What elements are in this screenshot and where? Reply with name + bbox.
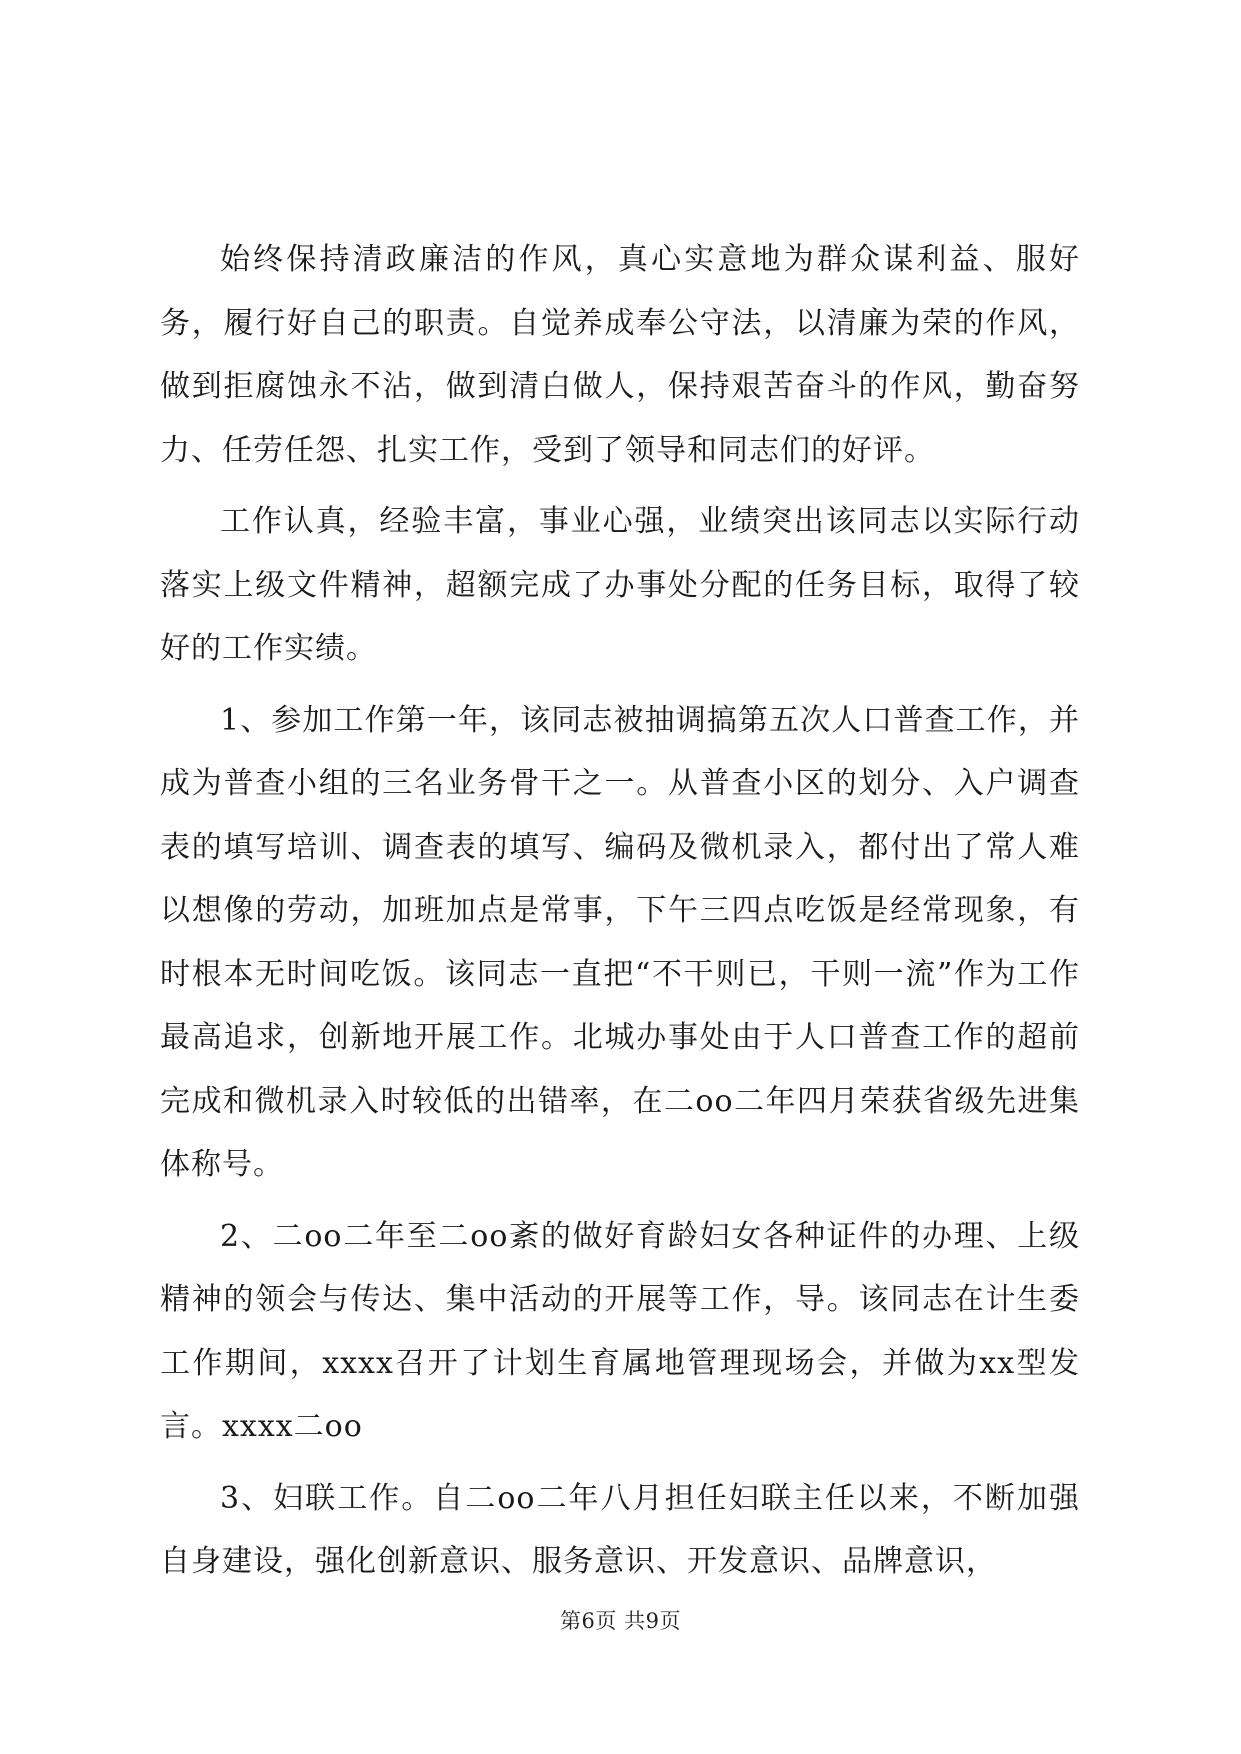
paragraph-work-attitude: 工作认真，经验丰富，事业心强，业绩突出该同志以实际行动落实上级文件精神，超额完成了办事处分配的任务目标，取得了较好的工作实绩。 <box>160 504 1080 666</box>
document-body <box>160 228 1080 1602</box>
paragraph-family-planning: 2、二oo二年至二oo紊的做好育龄妇女各种证件的办理、上级精神的领会与传达、集中活动的开展等工作，导。该同志在计生委工作期间，xxxx召开了计划生育属地管理现场会，并做为xx型发言。xxxx二oo <box>160 1218 1080 1444</box>
paragraph-census-work: 1、参加工作第一年，该同志被抽调搞第五次人口普查工作，并成为普查小组的三名业务骨干之一。从普查小区的划分、入户调查表的填写培训、调查表的填写、编码及微机录入，都付出了常人难以想像的劳动，加班加点是常事，下午三四点吃饭是经常现象，有时根本无时间吃饭。该同志一直把“不干则已，干则一流”作为工作最高追求，创新地开展工作。北城办事处由于人口普查工作的超前完成和微机录入时较低的出错率，在二oo二年四月荣获省级先进集体称号。 <box>160 702 1080 1182</box>
paragraph-womens-federation: 3、妇联工作。自二oo二年八月担任妇联主任以来，不断加强自身建设，强化创新意识、服务意识、开发意识、品牌意识， <box>160 1480 1080 1579</box>
paragraph-integrity: 始终保持清政廉洁的作风，真心实意地为群众谋利益、服好务，履行好自己的职责。自觉养成奉公守法，以清廉为荣的作风，做到拒腐蚀永不沾，做到清白做人，保持艰苦奋斗的作风，勤奋努力、任劳任怨、扎实工作，受到了领导和同志们的好评。 <box>160 242 1080 468</box>
page-number-footer: 第6页 共9页 <box>560 1609 681 1633</box>
